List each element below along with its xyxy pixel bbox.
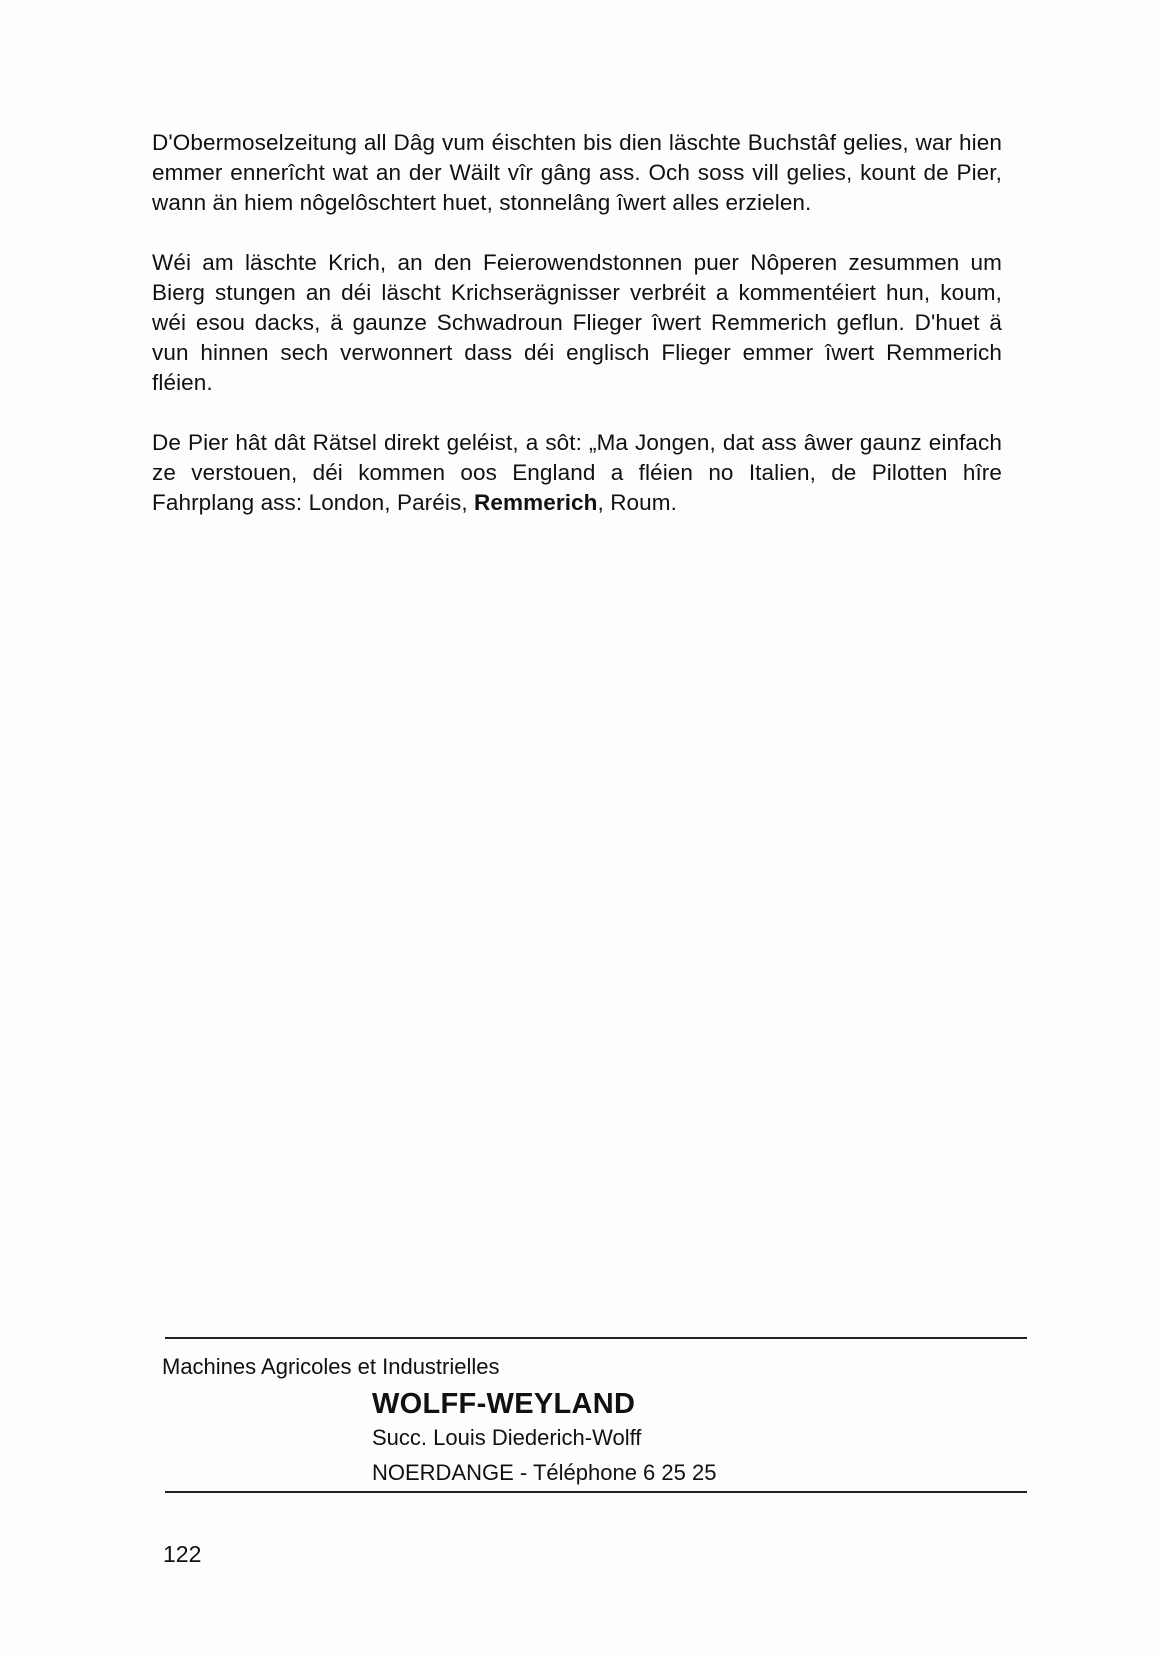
paragraph-3-text-before: De Pier hât dât Rätsel direkt geléist, a sôt: „Ma Jongen, dat ass âwer gaunz einfach ze verstouen, déi kommen oos England a fléien no Italien, de Pilotten hîre Fahrplang ass: London, Paréis,	[152, 430, 1002, 515]
ad-successor: Succ. Louis Diederich-Wolff	[372, 1425, 642, 1450]
ad-address: NOERDANGE - Téléphone 6 25 25	[372, 1460, 717, 1485]
paragraph-3-bold-word: Remmerich	[474, 490, 598, 515]
paragraph-3-text-after: , Roum.	[597, 490, 677, 515]
ad-category: Machines Agricoles et Industrielles	[162, 1354, 500, 1379]
page-number: 122	[163, 1541, 202, 1567]
ad-top-rule	[165, 1337, 1027, 1339]
paragraph-2: Wéi am läschte Krich, an den Feierowendstonnen puer Nôperen zesummen um Bierg stungen an déi läscht Krichserägnisser verbréit a kommentéiert hun, koum, wéi esou dacks, ä gaunze Schwadroun Flieger îwert Remmerich geflun. D'huet ä vun hinnen sech verwonnert dass déi englisch Flieger emmer îwert Remmerich fléien.	[152, 250, 1002, 395]
ad-company-name: WOLFF-WEYLAND	[372, 1388, 636, 1420]
article-body	[152, 128, 1002, 548]
paragraph-1: D'Obermoselzeitung all Dâg vum éischten bis dien läschte Buchstâf gelies, war hien emmer ennerîcht wat an der Wäilt vîr gâng ass. Och soss vill gelies, kount de Pier, wann än hiem nôgelôschtert huet, stonnelâng îwert alles erzielen.	[152, 130, 1002, 215]
ad-bottom-rule	[165, 1491, 1027, 1493]
paragraph-3	[152, 428, 1002, 518]
